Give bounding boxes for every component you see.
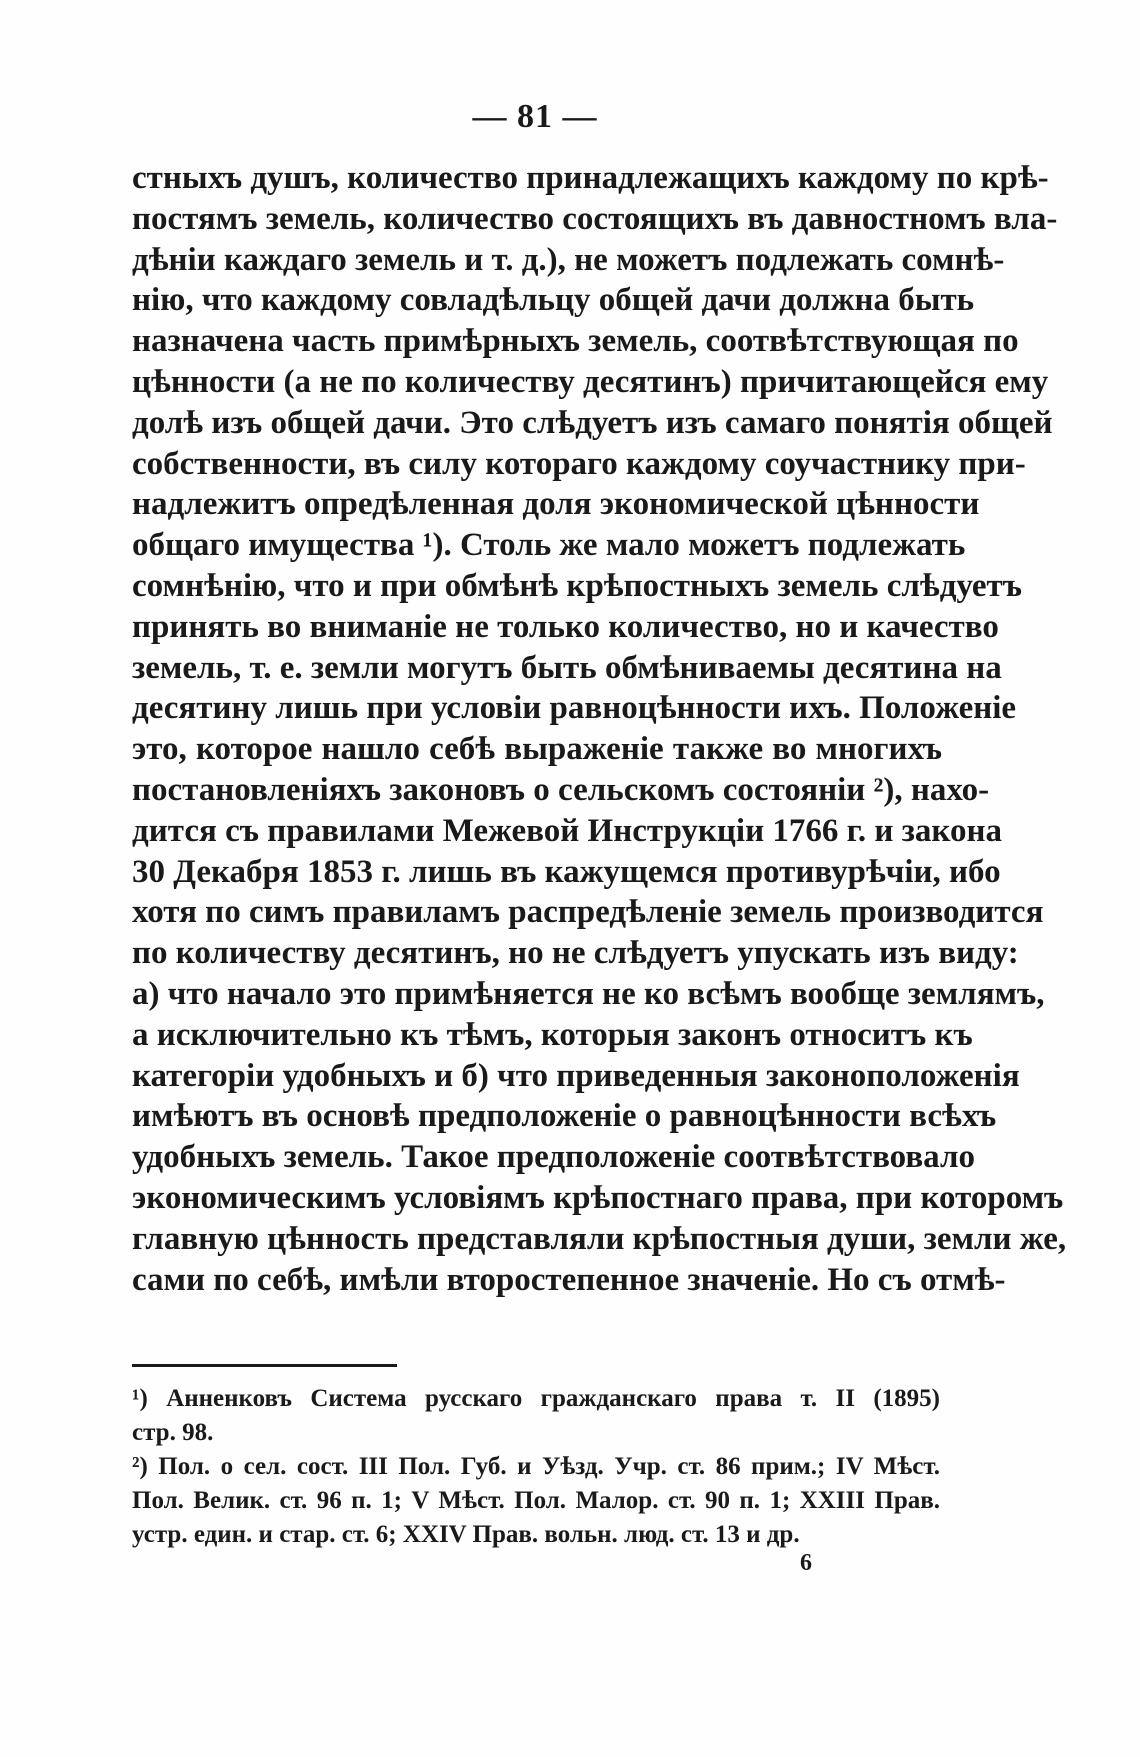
text-line: 30 Декабря 1853 г. лишь въ кажущемся противурѣчіи, ибо: [132, 853, 1001, 890]
footnote-line: Пол. Велик. ст. 96 п. 1; V Мѣст. Пол. Малор. ст. 90 п. 1; XXIII Прав.: [132, 1487, 940, 1514]
text-line: дится съ правилами Межевой Инструкціи 1766 г. и закона: [132, 812, 1002, 849]
text-line: общаго имущества ¹). Столь же мало можетъ подлежать: [132, 527, 966, 564]
text-line: цѣнности (а не по количеству десятинъ) причитающейся ему: [132, 363, 1049, 400]
text-line: надлежитъ опредѣленная доля экономической цѣнности: [132, 486, 980, 523]
text-line: удобныхъ земель. Такое предположеніе соотвѣтствовало: [132, 1139, 975, 1176]
text-line: категоріи удобныхъ и б) что приведенныя законоположенія: [132, 1057, 1020, 1094]
footnotes: [132, 1382, 940, 1552]
text-line: сомнѣнію, что и при обмѣнѣ крѣпостныхъ земель слѣдуетъ: [132, 567, 1022, 604]
page-number: — 81 —: [472, 98, 598, 135]
text-line: а) что начало это примѣняется не ко всѣмъ вообще землямъ,: [132, 975, 1045, 1012]
text-line: постановленіяхъ законовъ о сельскомъ состояніи ²), нахо-: [132, 771, 990, 808]
text-line: долѣ изъ общей дачи. Это слѣдуетъ изъ самаго понятія общей: [132, 404, 1053, 441]
text-line: имѣютъ въ основѣ предположеніе о равноцѣнности всѣхъ: [132, 1098, 997, 1135]
text-line: это, которое нашло себѣ выраженіе также во многихъ: [132, 731, 942, 768]
footnote-line: ²) Пол. о сел. сост. III Пол. Губ. и Уѣзд. Учр. ст. 86 прим.; IV Мѣст.: [132, 1453, 940, 1480]
text-line: нію, что каждому совладѣльцу общей дачи должна быть: [132, 282, 975, 319]
text-line: сами по себѣ, имѣли второстепенное значеніе. Но съ отмѣ-: [132, 1261, 1006, 1298]
text-line: десятину лишь при условіи равноцѣнности ихъ. Положеніе: [132, 690, 1017, 727]
text-line: постямъ земель, количество состоящихъ въ давностномъ вла-: [132, 200, 1058, 237]
text-line: собственности, въ силу котораго каждому соучастнику при-: [132, 445, 1026, 482]
text-line: принять во вниманіе не только количество, но и качество: [132, 608, 999, 645]
text-line: хотя по симъ правиламъ распредѣленіе земель производится: [132, 894, 1044, 931]
footnote-line: стр. 98.: [132, 1419, 214, 1446]
text-line: стныхъ душъ, количество принадлежащихъ каждому по крѣ-: [132, 160, 1049, 196]
footnote-divider: [132, 1364, 397, 1367]
text-line: назначена часть примѣрныхъ земель, соотвѣтствующая по: [132, 323, 1019, 360]
text-line: а исключительно къ тѣмъ, которыя законъ относитъ къ: [132, 1016, 973, 1053]
text-line: по количеству десятинъ, но не слѣдуетъ упускать изъ виду:: [132, 935, 1019, 972]
text-line: главную цѣнность представляли крѣпостныя души, земли же,: [132, 1220, 1067, 1257]
text-line: земель, т. е. земли могутъ быть обмѣниваемы десятина на: [132, 649, 1002, 686]
main-text: [132, 158, 1067, 1300]
text-line: дѣніи каждаго земель и т. д.), не можетъ подлежать сомнѣ-: [132, 241, 1005, 278]
footnote-line: ¹) Анненковъ Система русскаго гражданскаго права т. II (1895): [132, 1385, 940, 1412]
footnote-line: устр. един. и стар. ст. 6; XXIV Прав. вольн. люд. ст. 13 и др.: [132, 1521, 800, 1548]
signature-mark: 6: [800, 1550, 812, 1576]
text-line: экономическимъ условіямъ крѣпостнаго права, при которомъ: [132, 1179, 1064, 1216]
